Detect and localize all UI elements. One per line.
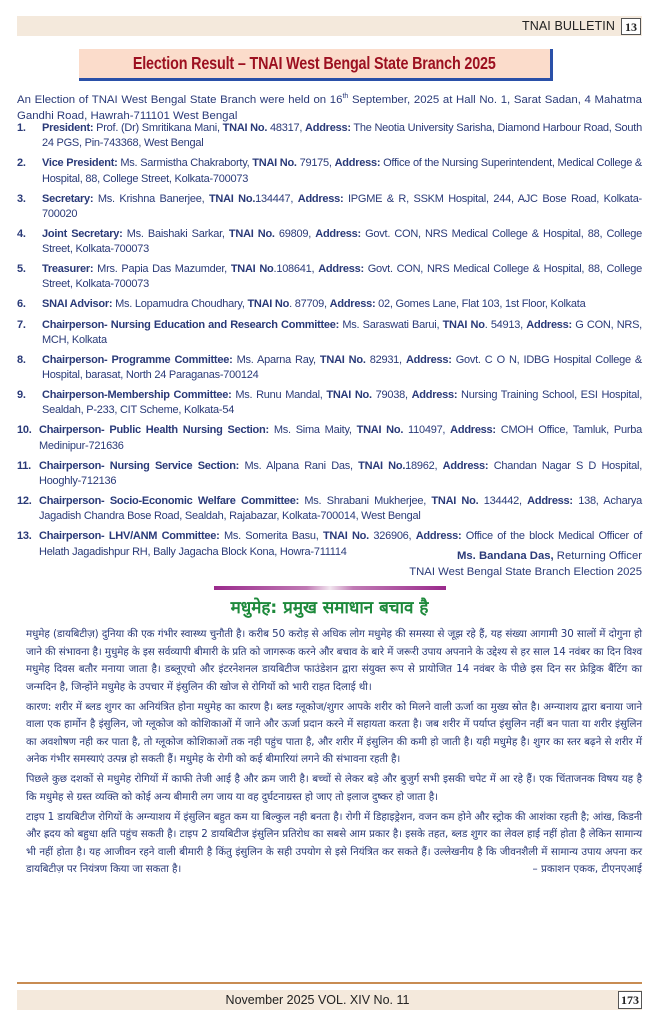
address-label: Address: xyxy=(526,318,572,331)
article-paragraph: कारण: शरीर में ब्लड शुगर का अनियंत्रित होना मधुमेह का कारण है। ब्लड ग्लूकोज/शुगर आपके शरीर को मिलने वाली ऊर्जा का मुख्य स्रोत है। अग्न्याशय द्वारा बनाया जाने वाला एक हार्मोन है इंसुलिन, जो ग्लूकोज को कोशिकाओं में जाने और ऊर्जा प्रदान करने में सहायता करता है। जब शरीर में पर्याप्त इंसुलिन नहीं बन पाता या शरीर इंसुलिन का अवशोषण नही कर पाता है, तो ग्लूकोज कोशिकाओं तक नही पहुंच पाता है, और शरीर में इंसुलिन की कमी हो जाती है। यही मधुमेह है। शुगर का स्तर बढ़ने से शरीर में अनेक गंभीर समस्याएं उत्पन्न हो सकती हैं। मधुमेह के रोगी को कई बीमारियां लगने की संभावना रहती है। xyxy=(26,700,642,765)
tnai-number: 326906, xyxy=(368,530,416,543)
footer-rule xyxy=(17,982,642,984)
tnai-number: . 87709, xyxy=(289,298,330,311)
result-item xyxy=(17,227,642,257)
tnai-number: 110497, xyxy=(403,424,451,437)
footer-page-number: 173 xyxy=(618,991,642,1009)
returning-officer-signature xyxy=(409,548,642,580)
post-title: Chairperson-Membership Committee: xyxy=(42,389,232,402)
result-number: 11. xyxy=(17,459,31,472)
tnai-number: 69809, xyxy=(274,227,316,240)
result-item xyxy=(17,297,642,312)
address-label: Address: xyxy=(405,353,452,366)
address-label: Address: xyxy=(315,227,361,240)
post-title: SNAI Advisor: xyxy=(42,298,113,311)
tnai-label: TNAI No. xyxy=(252,157,297,170)
result-number: 7. xyxy=(17,318,26,331)
hindi-article-title: मधुमेह: प्रमुख समाधान बचाव है xyxy=(230,598,429,618)
result-item xyxy=(17,459,642,489)
address-label: Address: xyxy=(450,424,496,437)
tnai-number: . 54913, xyxy=(484,318,527,331)
member-address: Nursing Training School, ESI Hospital, Sealdah, P-233, CIT Scheme, Kolkata-54 xyxy=(42,389,642,417)
officer-role: Returning Officer xyxy=(553,550,642,562)
address-label: Address: xyxy=(334,157,381,170)
tnai-number: 79038, xyxy=(371,389,412,402)
officer-election-line: TNAI West Bengal State Branch Election 2025 xyxy=(409,566,642,578)
member-name: Ms. Krishna Banerjee, xyxy=(93,192,209,205)
running-header xyxy=(17,16,642,36)
result-number: 10. xyxy=(17,424,32,437)
running-footer xyxy=(17,990,642,1010)
tnai-label: TNAI No. xyxy=(358,459,406,472)
tnai-label: TNAI No. xyxy=(322,530,369,543)
result-number: 9. xyxy=(17,389,26,402)
tnai-label: TNAI No. xyxy=(356,424,404,437)
header-page-number: 13 xyxy=(621,18,641,35)
election-results-list xyxy=(17,121,642,565)
post-title: Chairperson- Public Health Nursing Section: xyxy=(39,424,269,437)
result-number: 3. xyxy=(17,192,26,205)
tnai-label: TNAI No xyxy=(442,318,485,331)
member-address: Govt. CON, NRS Medical College & Hospital, 88, College Street, Kolkata-700073 xyxy=(42,227,643,256)
member-address: CMOH Office, Tamluk, Purba Medinipur-721636 xyxy=(39,424,642,452)
tnai-number: 134447, xyxy=(255,192,298,205)
result-item xyxy=(17,353,642,383)
member-address: Govt. C O N, IDBG Hospital College & Hospital, barasat, North 24 Paraganas-700124 xyxy=(42,353,643,382)
article-title: Election Result – TNAI West Bengal State Branch 2025 xyxy=(133,53,496,73)
result-number: 6. xyxy=(17,298,26,311)
result-item xyxy=(17,262,642,292)
tnai-label: TNAI No. xyxy=(431,495,479,508)
result-number: 5. xyxy=(17,263,26,276)
member-address: 138, Acharya Jagadish Chandra Bose Road, Sealdah, Rajabazar, Kolkata-700014, West Bengal xyxy=(39,495,642,523)
address-label: Address: xyxy=(411,389,458,402)
result-item xyxy=(17,388,642,418)
member-name: Ms. Saraswati Barui, xyxy=(339,318,443,331)
tnai-label: TNAI No. xyxy=(326,389,372,402)
tnai-label: TNAI No xyxy=(230,263,274,276)
result-item xyxy=(17,121,642,151)
article-credit: – प्रकाशन एकक, टीएनएआई xyxy=(532,863,642,875)
member-address: Chandan Nagar S D Hospital, Hooghly-712136 xyxy=(39,459,643,487)
member-name: Ms. Lopamudra Choudhary, xyxy=(112,298,248,311)
post-title: Chairperson- Programme Committee: xyxy=(42,353,233,366)
post-title: Chairperson- LHV/ANM Committee: xyxy=(39,530,220,543)
member-name: Ms. Baishaki Sarkar, xyxy=(122,227,229,240)
result-item xyxy=(17,318,642,348)
result-number: 1. xyxy=(17,122,26,134)
member-name: Ms. Shrabani Mukherjee, xyxy=(299,495,432,508)
member-address: The Neotia University Sarisha, Diamond Harbour Road, South 24 PGS, Pin-743368, West Bengal xyxy=(42,122,642,150)
post-title: Chairperson- Nursing Education and Research Committee: xyxy=(42,318,340,331)
tnai-number: 134442, xyxy=(478,495,528,508)
article-paragraph: टाइप 1 डायबिटीज रोगियों के अग्न्याशय में इंसुलिन बहुत कम या बिल्कुल नही बनता है। रोगी में डिहाइड्रेशन, वजन कम होने और स्ट्रोक की आशंका रहती है; आंख, किडनी और ह्रदय को बहुधा क्षति पहुंच सकती है। टाइप 2 डायबिटीज इंसुलिन प्रतिरोध का सबसे आम प्रकार है। इसके तहत, ब्लड शुगर का लेवल हाई नहीं होता है लेकिन सामान्य भी नहीं होता है। यह आजीवन रहने वाली बीमारी है किंतु इंसुलिन के सही उपयोग से इसे नियंत्रित कर सकते हैं। उल्लेखनीय है कि जीवनशैली में सामान्य उपाय अपना कर डायबिटीज़ पर नियंत्रण किया जा सकता है। xyxy=(26,810,642,875)
article-paragraph: पिछले कुछ दशकों से मधुमेह रोगियों में काफी तेजी आई है और क्रम जारी है। बच्चों से लेकर बड़े और बुजुर्ग सभी इसकी चपेट में आ रहे हैं। एक चिंताजनक विषय यह है कि मधुमेह से ग्रस्त व्यक्ति को कोई अन्य बीमारी लग जाय या वह दुर्घटनाग्रस्त हो जाए तो इलाज दुष्कर हो जाता है। xyxy=(26,773,642,803)
hindi-article-body xyxy=(26,626,642,879)
intro-text-rest: September, 2025 at Hall No. 1, Sarat Sadan, 4 Mahatma Gandhi Road, Hawrah-711101 West Bengal xyxy=(17,93,643,122)
intro-sup: th xyxy=(342,93,349,100)
member-name: Mrs. Papia Das Mazumder, xyxy=(93,263,231,276)
member-address: 02, Gomes Lane, Flat 103, 1st Floor, Kolkata xyxy=(375,298,586,311)
officer-name: Ms. Bandana Das, xyxy=(456,550,554,562)
address-label: Address: xyxy=(305,122,351,134)
address-label: Address: xyxy=(415,530,462,543)
address-label: Address: xyxy=(329,298,376,311)
issue-label: November 2025 VOL. XIV No. 11 xyxy=(225,993,410,1007)
result-item xyxy=(17,156,642,186)
member-name: Ms. Aparna Ray, xyxy=(232,353,320,366)
member-address: IPGME & R, SSKM Hospital, 244, AJC Bose Road, Kolkata-700020 xyxy=(42,192,642,220)
article-title-banner xyxy=(79,49,553,81)
member-name: Ms. Somerita Basu, xyxy=(219,530,323,543)
tnai-number: 79175, xyxy=(296,157,335,170)
result-number: 8. xyxy=(17,353,26,366)
result-item xyxy=(17,423,642,453)
tnai-number: 48317, xyxy=(267,122,306,134)
post-title: Treasurer: xyxy=(42,263,94,276)
article-paragraph: मधुमेह (डायबिटीज़) दुनिया की एक गंभीर स्वास्थ्य चुनौती है। करीब 50 करोड़ से अधिक लोग मधुमेह की समस्या से जूझ रहे हैं, यह संख्या आगामी 30 सालों में दोगुना हो जाने की संभावना है। मुधुमेह के इस सर्वव्यापी बीमारी के प्रति को जागरूक करने और बचाव के बारे में जरूरी उपाय अपनाने के उद्देश्य से हर साल 14 नवंबर का दिन विश्व मधुमेह दिवस बतौर मनाया जाता है। डब्लूएचो और इंटरनेशनल डायबिटीज फाउंडेशन द्वारा संयुक्त रूप से प्रायोजित 14 नवंबर के पीछे इस दिन सर फ्रेड्रिक बैंटिंग का जन्मदिन है, जिन्होंने मधुमेह के उपचार में इंसुलिन की खोज से रोगियों को भारी राहत दिलाई थी। xyxy=(26,628,642,693)
section-divider xyxy=(214,586,446,590)
tnai-label: TNAI No xyxy=(247,298,290,311)
member-address: Office of the block Medical Officer of Helath Jagadishpur RH, Bally Jagacha Block Kona, Howra-711114 xyxy=(39,530,642,558)
member-name: Ms. Sima Maity, xyxy=(268,424,357,437)
member-address: G CON, NRS, MCH, Kolkata xyxy=(42,318,642,346)
post-title: Vice President: xyxy=(42,157,118,170)
result-number: 4. xyxy=(17,227,26,240)
member-name: Prof. (Dr) Smritikana Mani, xyxy=(93,122,223,134)
tnai-number: 18962, xyxy=(405,459,443,472)
tnai-number: 82931, xyxy=(365,353,406,366)
post-title: Chairperson- Nursing Service Section: xyxy=(39,459,240,472)
member-address: Govt. CON, NRS Medical College & Hospital, 88, College Street, Kolkata-700073 xyxy=(42,263,642,291)
tnai-label: TNAI No. xyxy=(228,227,275,240)
result-number: 2. xyxy=(17,157,26,170)
post-title: Chairperson- Socio-Economic Welfare Committee: xyxy=(39,495,300,508)
address-label: Address: xyxy=(318,263,364,276)
bulletin-label: TNAI BULLETIN xyxy=(522,19,615,33)
tnai-label: TNAI No. xyxy=(222,122,268,134)
tnai-label: TNAI No. xyxy=(208,192,256,205)
intro-text: An Election of TNAI West Bengal State Branch were held on 16 xyxy=(17,93,343,106)
address-label: Address: xyxy=(442,459,489,472)
member-name: Ms. Sarmistha Chakraborty, xyxy=(117,157,253,170)
result-number: 13. xyxy=(17,530,32,543)
tnai-label: TNAI No. xyxy=(319,353,366,366)
post-title: President: xyxy=(42,122,94,134)
post-title: Secretary: xyxy=(42,192,94,205)
tnai-number: .108641, xyxy=(273,263,319,276)
member-name: Ms. Alpana Rani Das, xyxy=(239,459,359,472)
member-name: Ms. Runu Mandal, xyxy=(231,389,327,402)
post-title: Joint Secretary: xyxy=(42,227,123,240)
result-item xyxy=(17,192,642,222)
member-address: Office of the Nursing Superintendent, Medical College & Hospital, 88, College Street, Kolkata-700073 xyxy=(42,157,642,185)
address-label: Address: xyxy=(297,192,344,205)
address-label: Address: xyxy=(527,495,573,508)
result-number: 12. xyxy=(17,495,32,508)
result-item xyxy=(17,494,642,524)
election-intro xyxy=(17,89,642,124)
